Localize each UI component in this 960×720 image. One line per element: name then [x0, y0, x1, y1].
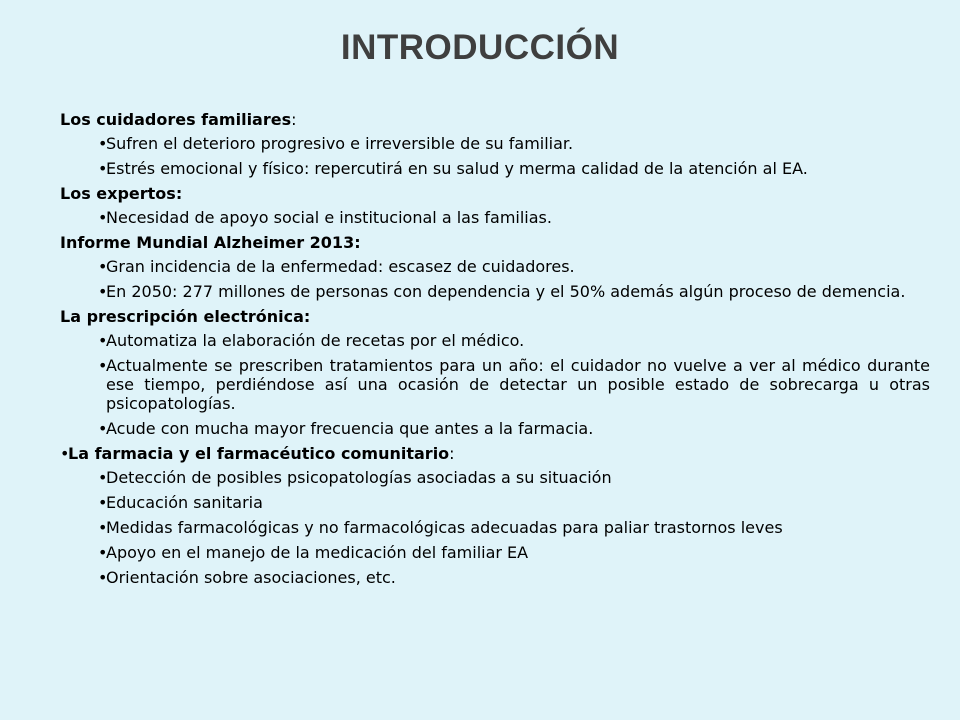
list-item: • Medidas farmacológicas y no farmacológicas adecuadas para paliar trastornos leves	[98, 518, 783, 537]
bullet-icon: •	[60, 444, 70, 463]
list-item: • Automatiza la elaboración de recetas por el médico.	[98, 331, 525, 350]
bullet-icon: •	[98, 208, 108, 227]
section-heading-cuidadores: Los cuidadores familiares:	[60, 110, 297, 129]
section-heading-informe: Informe Mundial Alzheimer 2013:	[60, 233, 361, 252]
bullet-icon: •	[98, 257, 108, 276]
bullet-icon: •	[98, 518, 108, 537]
section-heading-farmacia: • La farmacia y el farmacéutico comunitario:	[60, 444, 455, 463]
list-item: • Estrés emocional y físico: repercutirá en su salud y merma calidad de la atención al EA.	[98, 159, 808, 178]
section-heading-expertos: Los expertos:	[60, 184, 183, 203]
bullet-icon: •	[98, 543, 108, 562]
list-item: • Orientación sobre asociaciones, etc.	[98, 568, 396, 587]
list-item: • Apoyo en el manejo de la medicación del familiar EA	[98, 543, 529, 562]
section-heading-prescripcion: La prescripción electrónica:	[60, 307, 311, 326]
bullet-icon: •	[98, 468, 108, 487]
bullet-icon: •	[98, 134, 108, 153]
list-item: • Gran incidencia de la enfermedad: escasez de cuidadores.	[98, 257, 575, 276]
slide-content	[60, 110, 930, 593]
bullet-icon: •	[98, 356, 108, 375]
bullet-icon: •	[98, 282, 108, 301]
bullet-icon: •	[98, 159, 108, 178]
list-item: • Acude con mucha mayor frecuencia que antes a la farmacia.	[98, 419, 594, 438]
list-item: • En 2050: 277 millones de personas con dependencia y el 50% además algún proceso de demencia.	[98, 282, 906, 301]
bullet-icon: •	[98, 419, 108, 438]
slide-title: INTRODUCCIÓN	[340, 28, 620, 67]
list-item: • Detección de posibles psicopatologías asociadas a su situación	[98, 468, 612, 487]
list-item: • Sufren el deterioro progresivo e irreversible de su familiar.	[98, 134, 574, 153]
list-item: • Necesidad de apoyo social e institucional a las familias.	[98, 208, 552, 227]
list-item: • Educación sanitaria	[98, 493, 263, 512]
list-item: • Actualmente se prescriben tratamientos para un año: el cuidador no vuelve a ver al médico durante ese tiempo, perdiéndose así una ocasión de detectar un posible estado de sobrecarga u otras psicopatologías.	[98, 356, 930, 413]
bullet-icon: •	[98, 493, 108, 512]
bullet-icon: •	[98, 331, 108, 350]
bullet-icon: •	[98, 568, 108, 587]
